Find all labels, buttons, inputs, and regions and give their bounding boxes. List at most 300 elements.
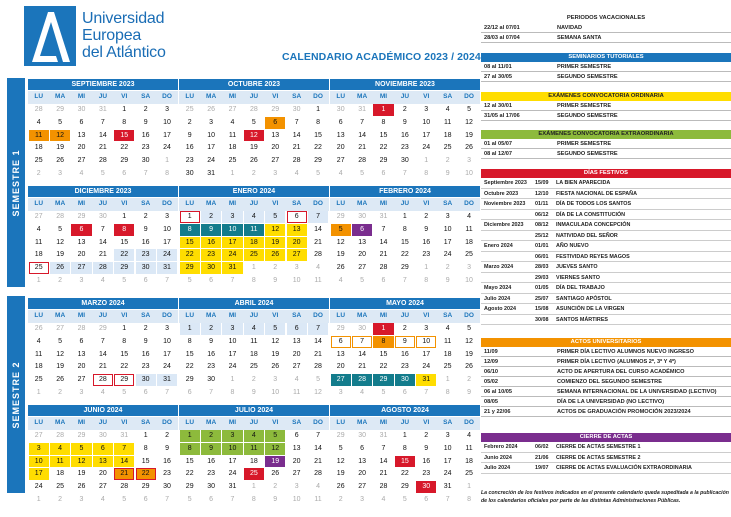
day-cell: 5 [265,211,285,223]
week-row [28,104,178,117]
week-row [28,211,178,224]
day-cell: 19 [336,251,345,259]
weekday-label: JU [243,417,264,430]
weekday-label: JU [394,198,415,211]
day-cell: 5 [316,169,320,177]
week-row [179,335,329,348]
day-cell: 3 [79,495,84,503]
day-cell: 26 [465,144,473,152]
ordinaria-row [481,111,731,121]
weekday-label: SA [135,310,156,323]
day-cell: 13 [336,350,345,358]
day-cell: 30 [400,156,409,164]
day-cell: 22 [379,363,388,371]
weekday-label: SA [135,91,156,104]
day-cell: 16 [400,350,409,358]
description: ASUNCIÓN DE LA VIRGEN [556,306,625,312]
day-cell: 1 [373,323,393,335]
date-range: 12/09 [484,359,498,365]
day-cell: 19 [336,470,345,478]
week-row [28,335,178,348]
day-cell: 12 [465,118,473,126]
date-range: 06/10 [484,369,498,375]
day-cell: 7 [143,169,148,177]
day-cell: 5 [187,495,192,503]
day-cell: 4 [79,169,84,177]
periodos-row [481,23,731,33]
day-cell: 21 [292,144,301,152]
cierre-section [481,433,731,474]
day-cell: 26 [271,363,280,371]
description: CIERRE DE ACTAS EVALUACIÓN EXTRAORDINARIA [556,465,692,471]
description: COMIENZO DEL SEGUNDO SEMESTRE [557,379,662,385]
day-cell: 10 [443,444,452,452]
week-row [330,386,480,399]
day-cell: 8 [187,337,192,345]
day-cell: 29 [336,213,345,221]
day-cell: 17 [443,457,452,465]
day-cell: 31 [228,482,237,490]
week-row [330,223,480,236]
day-cell: 4 [36,337,41,345]
day-cell: 15 [120,238,129,246]
day-cell: 1 [143,432,148,440]
day-cell: 10 [443,225,452,233]
day-cell: 28 [352,374,372,386]
day-cell: 2 [201,323,221,335]
day-cell: 30 [98,432,107,440]
day-cell: 3 [222,211,242,223]
festivos-title: DÍAS FESTIVOS [481,169,731,178]
day-cell: 24 [222,249,242,261]
month-title: JUNIO 2024 [28,405,178,416]
day-cell: 27 [271,156,280,164]
description: DÍA DE TODOS LOS SANTOS [556,201,632,207]
day-cell: 1 [402,432,407,440]
date: 19/07 [535,465,549,471]
month-label [481,252,535,262]
day-cell: 21 [314,350,322,358]
day-cell: 6 [143,388,148,396]
weekday-label: SA [437,198,458,211]
day-cell: 10 [222,443,242,455]
day-cell: 10 [271,388,280,396]
weekday-label: JU [243,198,264,211]
day-cell: 31 [379,213,388,221]
week-row [179,348,329,361]
day-cell: 13 [336,131,345,139]
day-cell: 2 [445,156,450,164]
day-cell: 19 [56,251,64,259]
day-cell: 18 [244,237,264,249]
day-cell: 16 [141,350,150,358]
day-cell: 9 [165,444,169,452]
day-cell: 7 [308,211,328,223]
day-cell: 25 [249,363,258,371]
weekday-label: MA [200,91,221,104]
day-cell: 30 [416,481,436,493]
day-cell: 4 [244,211,264,223]
day-cell: 29 [56,106,64,114]
day-cell: 11 [444,337,452,345]
day-cell: 16 [185,144,194,152]
actos-row [481,377,731,387]
week-row [179,261,329,274]
day-cell: 7 [209,388,214,396]
weekday-label: VI [265,91,286,104]
day-cell: 23 [422,251,431,259]
week-row [330,274,480,287]
weekday-label: MI [373,91,394,104]
day-cell: 25 [244,249,264,261]
day-cell: 4 [338,276,343,284]
weekday-label: LU [179,198,200,211]
day-cell: 8 [381,118,386,126]
week-row [179,323,329,336]
day-cell: 5 [58,118,63,126]
day-cell: 25 [56,482,64,490]
weekday-label: JU [243,91,264,104]
day-cell: 3 [338,388,343,396]
month-calendar [179,298,329,399]
day-cell: 17 [29,468,49,480]
day-cell: 10 [465,169,473,177]
weekday-label: VI [416,417,437,430]
day-cell: 21 [314,457,322,465]
day-cell: 14 [98,131,107,139]
day-cell: 26 [465,363,473,371]
month-calendar [330,79,480,180]
day-cell: 8 [251,276,256,284]
week-row [330,442,480,455]
week-row [179,249,329,262]
description: NATIVIDAD DEL SEÑOR [556,232,618,239]
weekday-label: MI [71,91,92,104]
day-cell: 16 [400,131,409,139]
day-cell: 8 [424,169,429,177]
description: SANTIAGO APÓSTOL [556,295,612,302]
day-cell: 31 [358,106,366,114]
weekday-label: JU [92,91,113,104]
week-row [330,335,480,348]
tutoriales-section [481,53,731,82]
day-cell: 7 [402,276,407,284]
day-cell: 30 [336,106,345,114]
weekday-label: SA [135,417,156,430]
day-cell: 21 [98,144,107,152]
day-cell: 14 [314,225,322,233]
month-title: OCTUBRE 2023 [179,79,329,90]
weekday-header [179,91,329,104]
week-row [28,274,178,287]
day-cell: 19 [265,456,285,468]
day-cell: 23 [185,156,194,164]
month-calendar [28,79,178,180]
weekday-label: LU [330,417,351,430]
day-cell: 14 [98,238,107,246]
day-cell: 27 [358,482,366,490]
day-cell: 20 [77,144,86,152]
day-cell: 7 [360,118,365,126]
day-cell: 8 [402,444,407,452]
weekday-label: DO [156,417,177,430]
day-cell: 29 [180,262,200,274]
day-cell: 12 [336,457,345,465]
day-cell: 9 [395,336,415,348]
day-cell: 8 [467,495,471,503]
day-cell: 30 [358,432,366,440]
day-cell: 7 [100,118,105,126]
day-cell: 2 [467,375,471,383]
day-cell: 1 [373,104,393,116]
day-cell: 14 [314,337,322,345]
day-cell: 10 [292,276,301,284]
date-range: 21 y 22/06 [484,409,511,415]
day-cell: 30 [136,262,156,274]
day-cell: 20 [292,350,301,358]
date: 15/08 [535,306,549,312]
day-cell: 12 [56,238,64,246]
day-cell: 20 [271,144,280,152]
day-cell: 4 [36,225,41,233]
day-cell: 9 [143,337,148,345]
day-cell: 27 [56,325,64,333]
week-row [28,223,178,236]
festivos-row [481,220,731,231]
day-cell: 11 [250,337,258,345]
day-cell: 5 [265,323,285,335]
day-cell: 1 [230,169,235,177]
day-cell: 14 [114,456,134,468]
day-cell: 4 [36,118,41,126]
day-cell: 2 [143,325,148,333]
description: SEMANA SANTA [557,35,602,41]
month-title: NOVIEMBRE 2023 [330,79,480,90]
month-title: MARZO 2024 [28,298,178,309]
week-row [330,480,480,493]
month-label: Julio 2024 [484,465,511,471]
month-label: Febrero 2024 [484,444,518,450]
festivos-row [481,231,731,242]
month-calendar [28,405,178,506]
day-cell: 7 [424,388,429,396]
day-cell: 15 [120,350,129,358]
day-cell: 1 [467,482,471,490]
day-cell: 14 [292,131,301,139]
description: CIERRE DE ACTAS SEMESTRE 2 [556,454,641,461]
date: 08/12 [535,222,549,228]
day-cell: 31 [379,432,388,440]
day-cell: 9 [424,225,429,233]
day-cell: 21 [114,468,134,480]
day-cell: 3 [273,169,278,177]
description: PRIMER DÍA LECTIVO ALUMNOS NUEVO INGRESO [557,349,694,355]
day-cell: 1 [36,388,41,396]
description: SEGUNDO SEMESTRE [557,113,618,119]
day-cell: 2 [424,213,429,221]
day-cell: 15 [185,457,194,465]
day-cell: 25 [244,468,264,480]
description: PRIMER SEMESTRE [557,141,612,147]
week-row [330,455,480,468]
week-row [179,236,329,249]
day-cell: 6 [79,118,84,126]
day-cell: 20 [358,251,366,259]
day-cell: 25 [29,262,49,274]
day-cell: 28 [379,263,388,271]
day-cell: 9 [402,118,407,126]
weekday-label: LU [179,310,200,323]
weekday-label: VI [265,417,286,430]
day-cell: 27 [358,263,366,271]
date: 01/01 [535,243,549,249]
extraordinaria-row [481,149,731,159]
date: 15/09 [535,180,549,186]
day-cell: 12 [56,350,64,358]
weekday-label: JU [394,417,415,430]
description: PRIMER SEMESTRE [557,103,612,109]
day-cell: 6 [265,117,285,129]
day-cell: 3 [79,276,84,284]
description: AÑO NUEVO [556,243,589,249]
week-row [28,236,178,249]
day-cell: 13 [77,131,86,139]
day-cell: 24 [157,249,177,261]
week-row [330,348,480,361]
weekday-header [179,310,329,323]
day-cell: 1 [122,213,127,221]
day-cell: 18 [443,350,452,358]
date: 25/12 [535,232,549,239]
day-cell: 7 [381,225,386,233]
date: 06/01 [535,253,549,260]
week-row [330,154,480,167]
day-cell: 4 [316,482,320,490]
day-cell: 31 [98,106,107,114]
day-cell: 22 [185,363,194,371]
day-cell: 9 [143,225,148,233]
weekday-label: SA [437,91,458,104]
day-cell: 10 [29,456,49,468]
day-cell: 3 [222,430,242,442]
day-cell: 6 [209,495,214,503]
day-cell: 22 [136,468,156,480]
day-cell: 16 [163,457,171,465]
day-cell: 19 [56,363,64,371]
day-cell: 9 [143,118,148,126]
day-cell: 13 [287,224,307,236]
day-cell: 6 [331,336,351,348]
day-cell: 29 [400,482,409,490]
day-cell: 19 [265,237,285,249]
day-cell: 1 [180,323,200,335]
extraordinaria-row [481,139,731,149]
day-cell: 6 [402,388,407,396]
date-range: 08 al 11/01 [484,64,512,70]
festivos-row [481,315,731,326]
weekday-label: LU [330,91,351,104]
day-cell: 2 [424,432,429,440]
day-cell: 22 [120,144,129,152]
cierre-title: CIERRE DE ACTAS [481,433,731,442]
day-cell: 7 [352,336,372,348]
day-cell: 29 [336,432,345,440]
day-cell: 26 [271,470,280,478]
day-cell: 23 [422,470,431,478]
festivos-section [481,169,731,325]
month-title: FEBRERO 2024 [330,186,480,197]
month-label: Mayo 2024 [484,285,512,291]
day-cell: 10 [222,224,242,236]
week-row [330,373,480,386]
day-cell: 10 [292,495,301,503]
weekday-header [28,198,178,211]
day-cell: 7 [230,276,235,284]
day-cell: 8 [230,388,235,396]
day-cell: 30 [141,156,150,164]
day-cell: 4 [467,213,471,221]
weekday-label: VI [114,417,135,430]
day-cell: 9 [201,443,221,455]
description: DÍA DE LA UNIVERSIDAD (NO LECTIVO) [557,399,665,405]
day-cell: 16 [207,457,215,465]
day-cell: 26 [56,156,64,164]
day-cell: 3 [424,106,429,114]
week-row [28,323,178,336]
date: 06/02 [535,444,549,450]
day-cell: 7 [316,432,320,440]
festivos-row [481,294,731,305]
month-label: Octubre 2023 [484,190,519,197]
day-cell: 18 [249,457,258,465]
actos-row [481,387,731,397]
day-cell: 30 [98,213,107,221]
week-row [179,211,329,224]
day-cell: 18 [443,131,452,139]
description: JUEVES SANTO [556,264,598,270]
day-cell: 17 [422,131,431,139]
day-cell: 27 [336,156,345,164]
day-cell: 26 [34,325,43,333]
week-row [179,430,329,443]
date-range: 28/03 al 07/04 [484,35,520,41]
day-cell: 12 [465,337,473,345]
day-cell: 2 [338,495,343,503]
week-row [28,430,178,443]
day-cell: 18 [249,350,258,358]
date-range: 08/05 [484,399,498,405]
description: FESTIVIDAD REYES MAGOS [556,253,630,260]
actos-row [481,347,731,357]
day-cell: 1 [180,430,200,442]
date-range: 01 al 05/07 [484,141,512,147]
day-cell: 26 [265,249,285,261]
day-cell: 3 [165,325,169,333]
day-cell: 20 [98,470,107,478]
weekday-label: LU [179,91,200,104]
day-cell: 25 [465,470,473,478]
day-cell: 6 [381,169,386,177]
day-cell: 13 [358,238,366,246]
week-row [330,249,480,262]
day-cell: 6 [287,211,307,223]
day-cell: 9 [251,388,256,396]
week-row [179,104,329,117]
description: LA BIEN APARECIDA [556,180,611,186]
day-cell: 6 [93,443,113,455]
weekday-label: SA [286,91,307,104]
description: SEGUNDO SEMESTRE [557,151,618,157]
